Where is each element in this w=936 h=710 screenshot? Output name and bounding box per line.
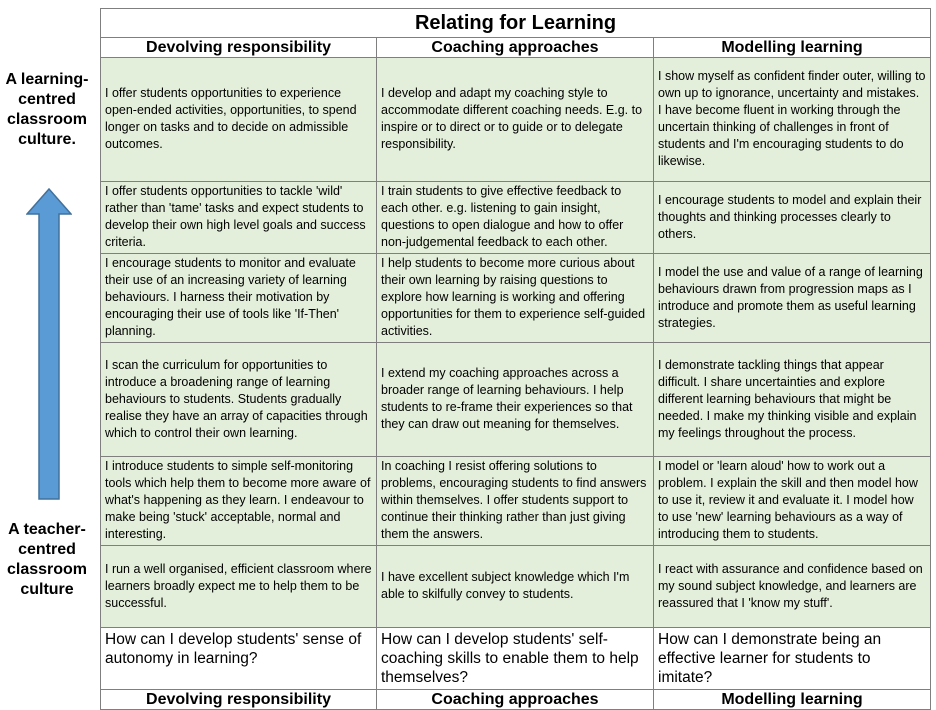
relating-for-learning-table <box>100 8 931 710</box>
table-cell: I model or 'learn aloud' how to work out a problem. I explain the skill and then model how to use it, review it and evaluate it. I model how to use 'new' learning behaviours as a way of introducing them to students. <box>654 457 931 546</box>
table-row <box>101 546 931 628</box>
table-cell: I offer students opportunities to experience open-ended activities, opportunities, to spend longer on tasks and to decide on admissible outcomes. <box>101 58 377 182</box>
column-footer-devolving: Devolving responsibility <box>101 690 377 710</box>
learning-centred-label: A learning-centred classroom culture. <box>5 71 89 148</box>
question-row <box>101 628 931 690</box>
table-row <box>101 182 931 254</box>
column-footer-modelling: Modelling learning <box>654 690 931 710</box>
column-header-modelling: Modelling learning <box>654 38 931 58</box>
column-header-coaching: Coaching approaches <box>377 38 654 58</box>
header-row-top <box>101 38 931 58</box>
question-modelling: How can I demonstrate being an effective learner for students to imitate? <box>654 628 931 690</box>
table-title: Relating for Learning <box>101 9 931 38</box>
table-cell: I demonstrate tackling things that appear difficult. I share uncertainties and explore different learning behaviours that might be needed. I make my thinking visible and explain my feelings throughout the process. <box>654 343 931 457</box>
question-devolving: How can I develop students' sense of autonomy in learning? <box>101 628 377 690</box>
table-cell: I encourage students to monitor and evaluate their use of an increasing variety of learning behaviours. I harness their motivation by encouraging their use of tools like 'If-Then' planning. <box>101 254 377 343</box>
table-cell: I run a well organised, efficient classroom where learners broadly expect me to help them to be successful. <box>101 546 377 628</box>
table-cell: In coaching I resist offering solutions to problems, encouraging students to find answers within themselves. I offer students support to continue their thinking rather than just giving them the answers. <box>377 457 654 546</box>
table-cell: I scan the curriculum for opportunities to introduce a broadening range of learning behaviours to students. Students gradually realise they have an array of capacities through which to control their own learning. <box>101 343 377 457</box>
question-coaching: How can I develop students' self-coaching skills to enable them to help themselves? <box>377 628 654 690</box>
table-cell: I develop and adapt my coaching style to accommodate different coaching needs. E.g. to inspire or to direct or to guide or to delegate responsibility. <box>377 58 654 182</box>
column-header-devolving: Devolving responsibility <box>101 38 377 58</box>
table-cell: I show myself as confident finder outer, willing to own up to ignorance, uncertainty and mistakes. I have become fluent in working through the uncertain thinking of challenges in front of students and I'm encouraging students to do likewise. <box>654 58 931 182</box>
table-row <box>101 343 931 457</box>
table-cell: I help students to become more curious about their own learning by raising questions to explore how learning is working and offering opportunities for them to experience self-guided activities. <box>377 254 654 343</box>
table-cell: I have excellent subject knowledge which I'm able to skilfully convey to students. <box>377 546 654 628</box>
table-row <box>101 58 931 182</box>
table-cell: I extend my coaching approaches across a broader range of learning behaviours. I help students to re-frame their experiences so that they can draw out meaning for themselves. <box>377 343 654 457</box>
table-cell: I train students to give effective feedback to each other. e.g. listening to gain insight, questions to open dialogue and how to offer non-judgemental feedback to each other. <box>377 182 654 254</box>
up-arrow-icon <box>26 188 72 500</box>
table-cell: I encourage students to model and explain their thoughts and thinking processes clearly to others. <box>654 182 931 254</box>
table-row <box>101 457 931 546</box>
teacher-centred-label: A teacher-centred classroom culture <box>6 521 88 598</box>
table-cell: I introduce students to simple self-monitoring tools which help them to become more aware of what's happening as they learn. I endeavour to make being 'stuck' acceptable, normal and interesting. <box>101 457 377 546</box>
table-cell: I model the use and value of a range of learning behaviours drawn from progression maps as I introduce and promote them as useful learning strategies. <box>654 254 931 343</box>
table-row <box>101 254 931 343</box>
table-cell: I react with assurance and confidence based on my sound subject knowledge, and learners are reassured that I 'know my stuff'. <box>654 546 931 628</box>
column-footer-coaching: Coaching approaches <box>377 690 654 710</box>
header-row-bottom <box>101 690 931 710</box>
table-cell: I offer students opportunities to tackle 'wild' rather than 'tame' tasks and expect students to develop their own high level goals and success criteria. <box>101 182 377 254</box>
